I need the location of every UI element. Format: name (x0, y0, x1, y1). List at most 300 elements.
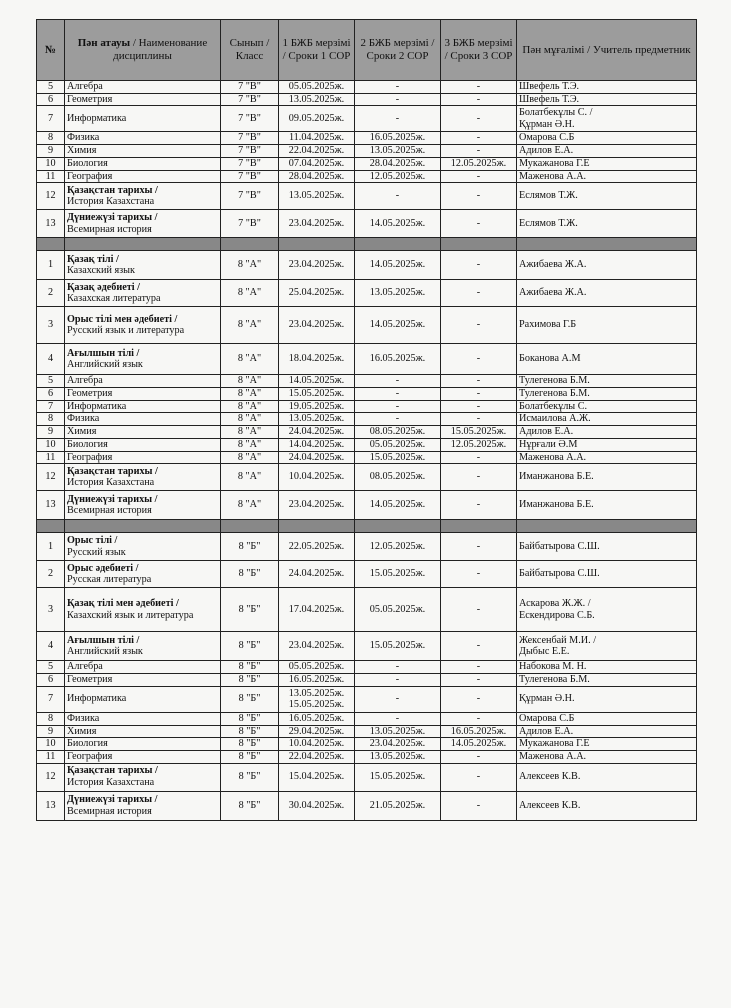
sor3-date: - (441, 344, 517, 375)
sor2-date: 05.05.2025ж. (355, 438, 441, 451)
header-class: Сынып / Класс (221, 20, 279, 81)
sor2-date: - (355, 400, 441, 413)
row-number: 12 (37, 183, 65, 210)
row-number: 3 (37, 588, 65, 632)
sor2-date: 14.05.2025ж. (355, 251, 441, 280)
subject-cell (65, 763, 221, 791)
subject-cell (65, 375, 221, 388)
table-row (37, 157, 697, 170)
subject-name-ru: Геометрия (67, 388, 113, 400)
header-sor2: 2 БЖБ мерзімі / Сроки 2 СОР (355, 20, 441, 81)
sor1-date: 22.05.2025ж. (279, 533, 355, 561)
header-num: № (37, 20, 65, 81)
subject-name-ru: Геометрия (67, 93, 113, 105)
subject-name-kz: Қазақстан тарихы / (67, 465, 158, 477)
subject-name-ru: Казахский язык и литература (67, 609, 194, 621)
sor1-date: 13.05.2025ж. (279, 93, 355, 106)
class-cell: 8 "Б" (221, 632, 279, 661)
table-row (37, 588, 697, 632)
teacher-cell: Адилов Е.А. (517, 145, 697, 158)
sor1-date: 28.04.2025ж. (279, 170, 355, 183)
sor2-date: - (355, 375, 441, 388)
separator-cell (441, 520, 517, 533)
sor2-date: - (355, 81, 441, 94)
sor2-date: 16.05.2025ж. (355, 132, 441, 145)
subject-name-kz: Дүниежүзі тарихы / (67, 493, 158, 505)
header-sor3: 3 БЖБ мерзімі / Сроки 3 СОР (441, 20, 517, 81)
sor2-date: 13.05.2025ж. (355, 280, 441, 307)
sor2-date: 08.05.2025ж. (355, 426, 441, 439)
sor1-date: 22.04.2025ж. (279, 145, 355, 158)
teacher-cell: Адилов Е.А. (517, 426, 697, 439)
sor3-date: - (441, 93, 517, 106)
table-row (37, 750, 697, 763)
table-row (37, 93, 697, 106)
separator-cell (355, 238, 441, 251)
sor2-date: - (355, 661, 441, 674)
sor3-date: - (441, 712, 517, 725)
teacher-cell: Байбатырова С.Ш. (517, 533, 697, 561)
sor3-date: - (441, 132, 517, 145)
subject-name-ru: География (67, 451, 113, 463)
sor3-date: - (441, 400, 517, 413)
subject-cell (65, 93, 221, 106)
subject-cell (65, 686, 221, 712)
class-cell: 8 "Б" (221, 750, 279, 763)
subject-name-kz: Орыс тілі мен әдебиеті / (67, 313, 178, 325)
row-number: 13 (37, 791, 65, 820)
row-number: 10 (37, 738, 65, 751)
sor3-date: - (441, 375, 517, 388)
sor1-date: 16.05.2025ж. (279, 674, 355, 687)
row-number: 7 (37, 400, 65, 413)
separator-cell (441, 238, 517, 251)
teacher-cell: Құрман Ә.Н. (517, 686, 697, 712)
subject-name-ru: Всемирная история (67, 805, 152, 817)
separator-cell (37, 520, 65, 533)
class-cell: 8 "А" (221, 388, 279, 401)
subject-cell (65, 738, 221, 751)
subject-name-kz: Орыс әдебиеті / (67, 562, 139, 574)
table-row (37, 686, 697, 712)
teacher-cell: Еслямов Т.Ж. (517, 210, 697, 238)
sor1-date: 11.04.2025ж. (279, 132, 355, 145)
subject-cell (65, 464, 221, 491)
sor1-date: 18.04.2025ж. (279, 344, 355, 375)
table-row (37, 451, 697, 464)
table-row (37, 426, 697, 439)
sor1-date: 22.04.2025ж. (279, 750, 355, 763)
table-row (37, 210, 697, 238)
row-number: 10 (37, 438, 65, 451)
subject-name-ru: История Казахстана (67, 196, 155, 208)
row-number: 10 (37, 157, 65, 170)
subject-name-ru: Биология (67, 738, 108, 750)
class-cell: 7 "В" (221, 170, 279, 183)
teacher-cell: Боканова А.М (517, 344, 697, 375)
sor2-date: 14.05.2025ж. (355, 210, 441, 238)
subject-cell (65, 251, 221, 280)
row-number: 13 (37, 491, 65, 520)
sor2-date: 08.05.2025ж. (355, 464, 441, 491)
class-cell: 8 "А" (221, 426, 279, 439)
subject-name-ru: Алгебра (67, 81, 103, 92)
table-row (37, 307, 697, 344)
sor1-date: 15.04.2025ж. (279, 763, 355, 791)
subject-name-ru: Информатика (67, 113, 127, 125)
row-number: 4 (37, 344, 65, 375)
row-number: 8 (37, 132, 65, 145)
subject-cell (65, 451, 221, 464)
teacher-cell: Тулегенова Б.М. (517, 375, 697, 388)
row-number: 12 (37, 763, 65, 791)
subject-cell (65, 661, 221, 674)
teacher-cell: Мукажанова Г.Е (517, 157, 697, 170)
table-row (37, 632, 697, 661)
table-row (37, 561, 697, 588)
teacher-cell: Маженова А.А. (517, 750, 697, 763)
sor3-date: - (441, 451, 517, 464)
table-row (37, 438, 697, 451)
sor1-date: 13.05.2025ж. (279, 183, 355, 210)
subject-cell (65, 210, 221, 238)
subject-cell (65, 106, 221, 132)
subject-cell (65, 183, 221, 210)
subject-name-ru: История Казахстана (67, 477, 155, 489)
row-number: 6 (37, 388, 65, 401)
teacher-cell: Байбатырова С.Ш. (517, 561, 697, 588)
teacher-cell: Жексенбай М.И. / Дыбыс Е.Е. (517, 632, 697, 661)
subject-name-ru: Английский язык (67, 359, 143, 371)
sor2-date: 28.04.2025ж. (355, 157, 441, 170)
table-row (37, 106, 697, 132)
class-cell: 8 "А" (221, 344, 279, 375)
sor3-date: - (441, 106, 517, 132)
class-cell: 8 "Б" (221, 738, 279, 751)
subject-name-ru: Русский язык (67, 546, 126, 558)
teacher-cell: Швефель Т.Э. (517, 93, 697, 106)
row-number: 11 (37, 170, 65, 183)
subject-cell (65, 426, 221, 439)
sor1-date: 15.05.2025ж. (279, 388, 355, 401)
subject-name-kz: Қазақ әдебиеті / (67, 281, 140, 293)
separator-cell (517, 238, 697, 251)
table-row (37, 388, 697, 401)
sor2-date: 05.05.2025ж. (355, 588, 441, 632)
sor2-date: 13.05.2025ж. (355, 750, 441, 763)
row-number: 5 (37, 81, 65, 94)
sor-schedule-table (36, 19, 697, 821)
sor1-date: 13.05.2025ж. 15.05.2025ж. (279, 686, 355, 712)
row-number: 8 (37, 413, 65, 426)
subject-cell (65, 750, 221, 763)
sor2-date: 16.05.2025ж. (355, 344, 441, 375)
class-cell: 8 "А" (221, 464, 279, 491)
table-row (37, 375, 697, 388)
sor3-date: 14.05.2025ж. (441, 738, 517, 751)
sor3-date: - (441, 210, 517, 238)
separator-cell (221, 520, 279, 533)
sor2-date: - (355, 413, 441, 426)
subject-name-kz: Қазақстан тарихы / (67, 765, 158, 777)
class-cell: 8 "Б" (221, 661, 279, 674)
teacher-cell: Иманжанова Б.Е. (517, 491, 697, 520)
sor2-date: - (355, 106, 441, 132)
separator-cell (517, 520, 697, 533)
table-row (37, 712, 697, 725)
sor3-date: - (441, 674, 517, 687)
row-number: 4 (37, 632, 65, 661)
teacher-cell: Омарова С.Б (517, 132, 697, 145)
subject-name-ru: География (67, 170, 113, 182)
class-cell: 8 "Б" (221, 533, 279, 561)
sor2-date: 14.05.2025ж. (355, 491, 441, 520)
subject-cell (65, 145, 221, 158)
row-number: 6 (37, 674, 65, 687)
teacher-cell: Омарова С.Б (517, 712, 697, 725)
subject-name-kz: Қазақ тілі мен әдебиеті / (67, 598, 179, 610)
row-number: 9 (37, 426, 65, 439)
table-row (37, 183, 697, 210)
sor3-date: 12.05.2025ж. (441, 438, 517, 451)
class-cell: 8 "Б" (221, 686, 279, 712)
subject-cell (65, 533, 221, 561)
class-cell: 7 "В" (221, 106, 279, 132)
teacher-cell: Мукажанова Г.Е (517, 738, 697, 751)
row-number: 13 (37, 210, 65, 238)
sor3-date: 12.05.2025ж. (441, 157, 517, 170)
class-cell: 8 "А" (221, 280, 279, 307)
row-number: 7 (37, 106, 65, 132)
sor1-date: 24.04.2025ж. (279, 426, 355, 439)
table-row (37, 280, 697, 307)
row-number: 6 (37, 93, 65, 106)
sor2-date: 23.04.2025ж. (355, 738, 441, 751)
table-row (37, 791, 697, 820)
sor3-date: - (441, 561, 517, 588)
subject-cell (65, 132, 221, 145)
separator-cell (37, 238, 65, 251)
subject-cell (65, 413, 221, 426)
sor3-date: - (441, 413, 517, 426)
sor3-date: - (441, 791, 517, 820)
class-cell: 8 "Б" (221, 725, 279, 738)
table-body (37, 81, 697, 821)
subject-name-ru: Всемирная история (67, 505, 152, 517)
sor1-date: 23.04.2025ж. (279, 210, 355, 238)
sor2-date: - (355, 686, 441, 712)
subject-name-kz: Дүниежүзі тарихы / (67, 793, 158, 805)
group-separator-row (37, 238, 697, 251)
row-number: 2 (37, 280, 65, 307)
subject-name-ru: Физика (67, 132, 100, 144)
subject-cell (65, 307, 221, 344)
class-cell: 8 "А" (221, 451, 279, 464)
teacher-cell: Болатбекұлы С. / Құрман Ә.Н. (517, 106, 697, 132)
row-number: 8 (37, 712, 65, 725)
sor3-date: - (441, 145, 517, 158)
sor1-date: 23.04.2025ж. (279, 251, 355, 280)
sor3-date: - (441, 533, 517, 561)
table-row (37, 413, 697, 426)
header-subject: Пән атауы / Наименование дисциплины (65, 20, 221, 81)
row-number: 11 (37, 750, 65, 763)
sor3-date: 16.05.2025ж. (441, 725, 517, 738)
sor1-date: 10.04.2025ж. (279, 464, 355, 491)
sor1-date: 05.05.2025ж. (279, 81, 355, 94)
class-cell: 7 "В" (221, 81, 279, 94)
sor3-date: - (441, 251, 517, 280)
subject-cell (65, 791, 221, 820)
table-row (37, 464, 697, 491)
subject-cell (65, 170, 221, 183)
teacher-cell: Маженова А.А. (517, 170, 697, 183)
subject-cell (65, 632, 221, 661)
subject-name-ru: Русский язык и литература (67, 325, 185, 337)
table-row (37, 491, 697, 520)
sor3-date: - (441, 170, 517, 183)
teacher-cell: Тулегенова Б.М. (517, 674, 697, 687)
sor3-date: - (441, 81, 517, 94)
class-cell: 8 "А" (221, 375, 279, 388)
sor1-date: 25.04.2025ж. (279, 280, 355, 307)
sor3-date: - (441, 763, 517, 791)
sor3-date: - (441, 661, 517, 674)
sor1-date: 13.05.2025ж. (279, 413, 355, 426)
teacher-cell: Маженова А.А. (517, 451, 697, 464)
table-row (37, 533, 697, 561)
subject-name-ru: Алгебра (67, 661, 103, 673)
class-cell: 7 "В" (221, 145, 279, 158)
subject-name-ru: Биология (67, 157, 108, 169)
subject-name-ru: Химия (67, 426, 97, 438)
sor1-date: 23.04.2025ж. (279, 632, 355, 661)
subject-name-ru: Информатика (67, 693, 127, 705)
subject-cell (65, 561, 221, 588)
subject-name-ru: Физика (67, 413, 100, 425)
sor3-date: - (441, 183, 517, 210)
sor1-date: 16.05.2025ж. (279, 712, 355, 725)
table-row (37, 661, 697, 674)
teacher-cell: Алексеев К.В. (517, 763, 697, 791)
teacher-cell: Нұрғали Ә.М (517, 438, 697, 451)
subject-name-ru: Биология (67, 438, 108, 450)
sor1-date: 14.04.2025ж. (279, 438, 355, 451)
row-number: 5 (37, 375, 65, 388)
separator-cell (65, 238, 221, 251)
subject-name-ru: Геометрия (67, 674, 113, 686)
subject-cell (65, 438, 221, 451)
subject-cell (65, 388, 221, 401)
sor1-date: 29.04.2025ж. (279, 725, 355, 738)
row-number: 9 (37, 145, 65, 158)
sor2-date: 15.05.2025ж. (355, 451, 441, 464)
sor3-date: - (441, 588, 517, 632)
separator-cell (355, 520, 441, 533)
table-row (37, 145, 697, 158)
separator-cell (279, 238, 355, 251)
sor3-date: 15.05.2025ж. (441, 426, 517, 439)
table-row (37, 344, 697, 375)
teacher-cell: Тулегенова Б.М. (517, 388, 697, 401)
class-cell: 7 "В" (221, 157, 279, 170)
sor2-date: 14.05.2025ж. (355, 307, 441, 344)
class-cell: 8 "А" (221, 400, 279, 413)
class-cell: 8 "А" (221, 491, 279, 520)
sor3-date: - (441, 280, 517, 307)
subject-name-ru: Казахский язык (67, 265, 135, 277)
table-header (37, 20, 697, 81)
row-number: 1 (37, 251, 65, 280)
table-row (37, 738, 697, 751)
subject-name-kz: Дүниежүзі тарихы / (67, 212, 158, 224)
sor1-date: 23.04.2025ж. (279, 307, 355, 344)
table-row (37, 763, 697, 791)
sor2-date: 12.05.2025ж. (355, 533, 441, 561)
sor1-date: 24.04.2025ж. (279, 561, 355, 588)
table-row (37, 674, 697, 687)
table-row (37, 132, 697, 145)
class-cell: 8 "Б" (221, 763, 279, 791)
teacher-cell: Исмаилова А.Ж. (517, 413, 697, 426)
class-cell: 7 "В" (221, 210, 279, 238)
subject-cell (65, 588, 221, 632)
sor2-date: - (355, 674, 441, 687)
subject-name-ru: Информатика (67, 400, 127, 412)
separator-cell (279, 520, 355, 533)
teacher-cell: Ажибаева Ж.А. (517, 280, 697, 307)
class-cell: 8 "А" (221, 251, 279, 280)
table-row (37, 81, 697, 94)
sor1-date: 07.04.2025ж. (279, 157, 355, 170)
subject-name-kz: Қазақ тілі / (67, 253, 119, 265)
sor3-date: - (441, 464, 517, 491)
subject-name-kz: Орыс тілі / (67, 535, 118, 547)
row-number: 12 (37, 464, 65, 491)
subject-name-ru: География (67, 750, 113, 762)
row-number: 7 (37, 686, 65, 712)
subject-cell (65, 81, 221, 94)
group-separator-row (37, 520, 697, 533)
subject-cell (65, 344, 221, 375)
teacher-cell: Еслямов Т.Ж. (517, 183, 697, 210)
sor2-date: 13.05.2025ж. (355, 145, 441, 158)
table-row (37, 725, 697, 738)
subject-name-kz: Ағылшын тілі / (67, 347, 140, 359)
teacher-cell: Рахимова Г.Б (517, 307, 697, 344)
subject-name-kz: Қазақстан тарихы / (67, 184, 158, 196)
sor2-date: - (355, 712, 441, 725)
separator-cell (221, 238, 279, 251)
sor2-date: 21.05.2025ж. (355, 791, 441, 820)
subject-name-ru: Физика (67, 712, 100, 724)
teacher-cell: Набокова М. Н. (517, 661, 697, 674)
subject-name-ru: Всемирная история (67, 223, 152, 235)
sor1-date: 23.04.2025ж. (279, 491, 355, 520)
row-number: 2 (37, 561, 65, 588)
subject-name-ru: Русская литература (67, 574, 152, 586)
subject-cell (65, 280, 221, 307)
row-number: 3 (37, 307, 65, 344)
header-sor1: 1 БЖБ мерзімі / Сроки 1 СОР (279, 20, 355, 81)
subject-cell (65, 400, 221, 413)
class-cell: 8 "Б" (221, 674, 279, 687)
class-cell: 8 "Б" (221, 588, 279, 632)
class-cell: 8 "Б" (221, 712, 279, 725)
sor1-date: 24.04.2025ж. (279, 451, 355, 464)
sor2-date: 13.05.2025ж. (355, 725, 441, 738)
sor2-date: - (355, 388, 441, 401)
